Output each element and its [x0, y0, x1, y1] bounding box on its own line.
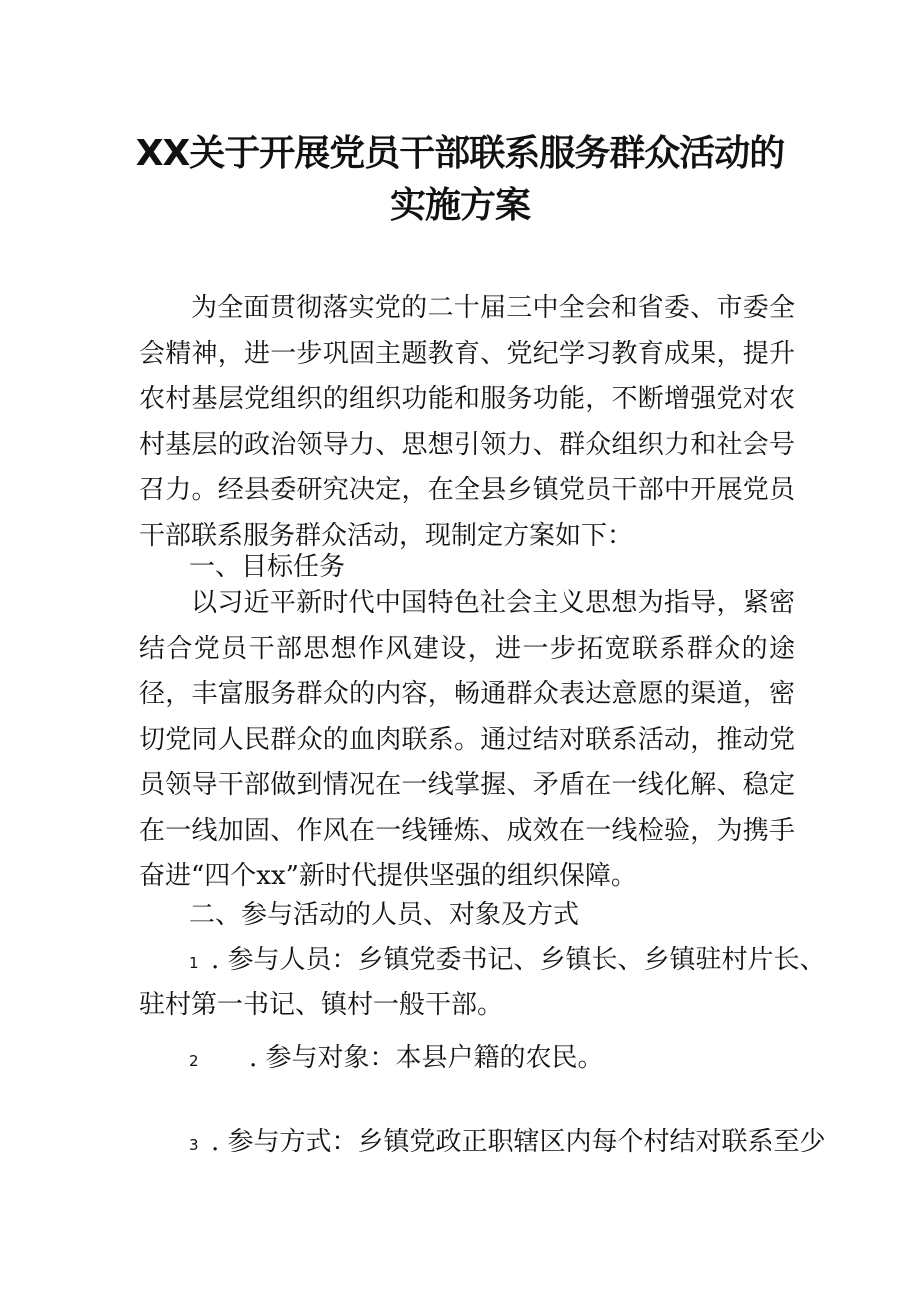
list-item-methods — [189, 1120, 849, 1169]
list-item-participants — [189, 938, 849, 987]
list-item-text: . 参与方式：乡镇党政正职辖区内每个村结对联系至少 — [211, 1127, 826, 1157]
section-heading-goals: 一、目标任务 — [189, 552, 346, 582]
list-item-number: 3 — [189, 1136, 199, 1154]
list-item-number: 2 — [189, 1052, 199, 1070]
list-item-number: 1 — [189, 954, 199, 972]
document-title-line-2: 实施方案 — [389, 185, 530, 226]
list-item-text: . 参与对象：本县户籍的农民。 — [249, 1043, 604, 1073]
goals-paragraph: 以习近平新时代中国特色社会主义思想为指导，紧密结合党员干部思想作风建设，进一步拓宽联系群众的途径，丰富服务群众的内容，畅通群众表达意愿的渠道，密切党同人民群众的血肉联系。通过结对联系活动，推动党员领导干部做到情况在一线掌握、矛盾在一线化解、稳定在一线加固、作风在一线锤炼、成效在一线检验，为携手奋进“四个xx”新时代提供坚强的组织保障。 — [139, 588, 795, 891]
document-title-line-1: XX关于开展党员干部联系服务群众活动的 — [135, 133, 785, 174]
list-item-participants-continued: 驻村第一书记、镇村一般干部。 — [139, 990, 504, 1020]
list-item-targets — [189, 1036, 849, 1085]
intro-paragraph: 为全面贯彻落实党的二十届三中全会和省委、市委全会精神，进一步巩固主题教育、党纪学习教育成果，提升农村基层党组织的组织功能和服务功能，不断增强党对农村基层的政治领导力、思想引领力、群众组织力和社会号召力。经县委研究决定，在全县乡镇党员干部中开展党员干部联系服务群众活动，现制定方案如下： — [139, 293, 795, 551]
section-heading-participants: 二、参与活动的人员、对象及方式 — [189, 900, 580, 930]
list-item-text: . 参与人员：乡镇党委书记、乡镇长、乡镇驻村片长、 — [211, 945, 826, 975]
